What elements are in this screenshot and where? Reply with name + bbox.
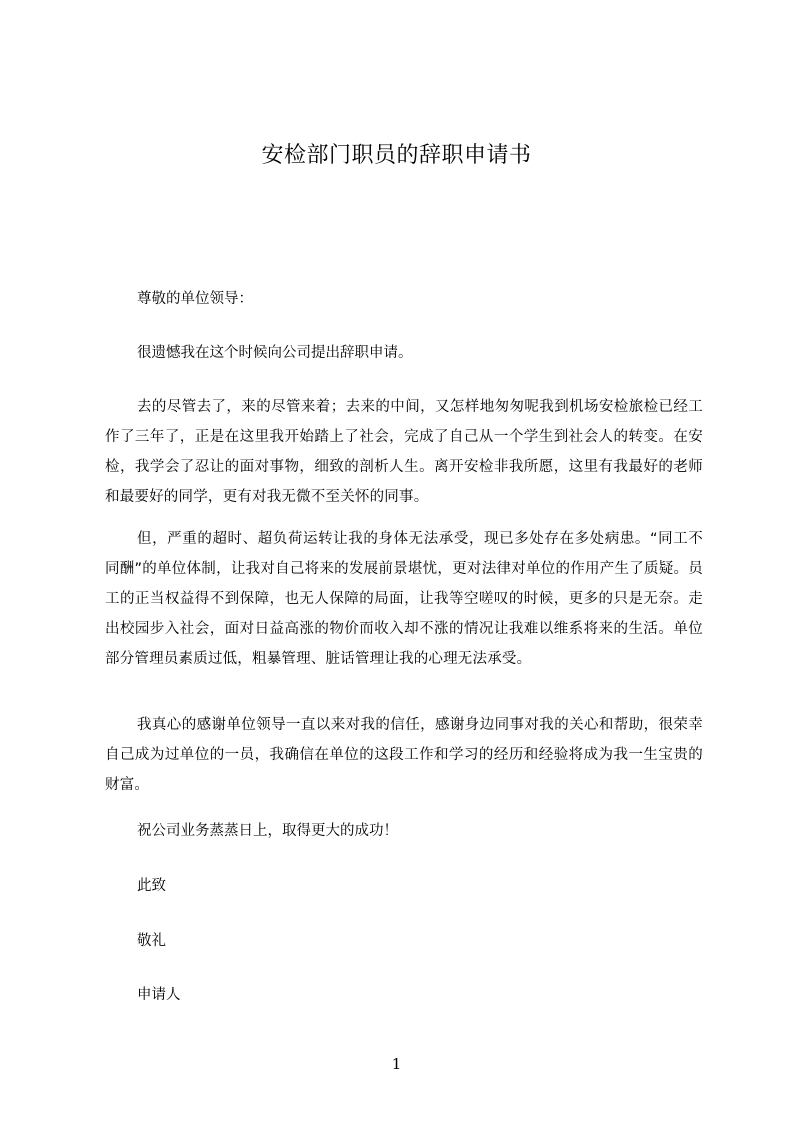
applicant-line: 申请人: [137, 987, 181, 1003]
paragraph-thanks: 我真心的感谢单位领导一直以来对我的信任，感谢身边同事对我的关心和帮助，很荣幸自己成为过单位的一员，我确信在单位的这段工作和学习的经历和经验将成为我一生宝贵的财富。: [105, 717, 703, 793]
wish-line: 祝公司业务蒸蒸日上，取得更大的成功！: [137, 823, 398, 839]
paragraph-reasons: 但，严重的超时、超负荷运转让我的身体无法承受，现已多处存在多处病患。“同工不同酬”的单位体制，让我对自己将来的发展前景堪忧，更对法律对单位的作用产生了质疑。员工的正当权益得不到保障，也无人保障的局面，让我等空嗟叹的时候，更多的只是无奈。走出校园步入社会，面对日益高涨的物价而收入却不涨的情况让我难以维系将来的生活。单位部分管理员素质过低，粗暴管理、脏话管理让我的心理无法承受。: [105, 531, 703, 667]
salutation: 尊敬的单位领导：: [137, 291, 253, 307]
paragraph-block-1: [105, 392, 703, 512]
page-number: 1: [391, 1055, 402, 1073]
closing-line: 此致: [137, 878, 166, 894]
regards-line: 敬礼: [137, 933, 166, 949]
paragraph-block-2: [105, 524, 703, 674]
paragraph-intro: 很遗憾我在这个时候向公司提出辞职申请。: [137, 345, 413, 361]
paragraph-experience: 去的尽管去了，来的尽管来着；去来的中间，又怎样地匆匆呢我到机场安检旅检已经工作了三年了，正是在这里我开始踏上了社会，完成了自己从一个学生到社会人的转变。在安检，我学会了忍让的面对事物，细致的剖析人生。离开安检非我所愿，这里有我最好的老师和最要好的同学，更有对我无微不至关怀的同事。: [105, 399, 703, 505]
paragraph-block-3: [105, 710, 703, 800]
document-title: 安检部门职员的辞职申请书: [261, 143, 532, 168]
